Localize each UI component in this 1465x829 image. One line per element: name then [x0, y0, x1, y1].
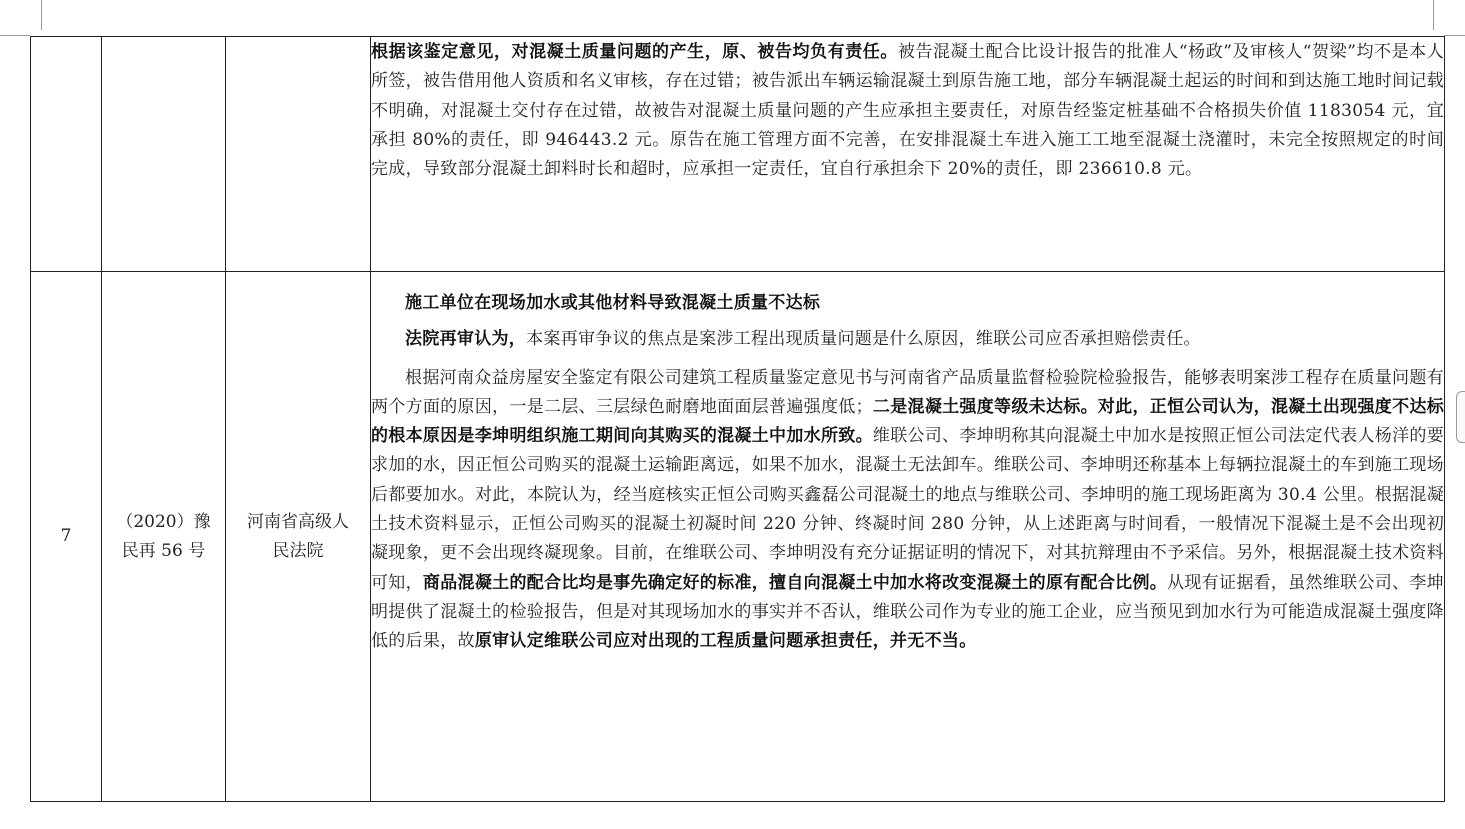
para1-text: 本案再审争议的焦点是案涉工程出现质量问题是什么原因，维联公司应否承担赔偿责任。: [526, 329, 1201, 350]
top-para-bold: 根据该鉴定意见，对混凝土质量问题的产生，原、被告均负有责任。: [371, 42, 898, 62]
case-heading-text: 施工单位在现场加水或其他材料导致混凝土质量不达标: [405, 293, 821, 313]
row-number: 7: [60, 526, 72, 546]
court-opinion-paragraph: [371, 325, 1444, 354]
para2-seg6: 原审认定维联公司应对出现的工程质量问题承担责任，并无不当。: [474, 631, 977, 652]
case-no-cell: [102, 37, 226, 272]
case-table: [30, 36, 1445, 802]
top-paragraph: [371, 38, 1444, 184]
court-cell: [226, 37, 371, 272]
para2-seg3: 维联公司、李坤明称其向混凝土中加水是按照正恒公司法定代表人杨洋的要求加的水，因正恒公司购买的混凝土运输距离远，如果不加水，混凝土无法卸车。维联公司、李坤明还称基本上每辆拉混凝土的车到施工现场后都要加水。对此，本院认为，经当庭核实正恒公司购买鑫磊公司混凝土的地点与维联公司、李坤明的施工现场距离为 30.4 公里。根据混凝土技术资料显示，正恒公司购买的混凝土初凝时间 220 分钟、终凝时间 280 分钟，从上述距离与时间看，一般情况下混凝土是不会出现初凝现象，更不会出现终凝现象。目前，在维联公司、李坤明没有充分证据证明的情况下，对其抗辩理由不予采信。另外，根据混凝土技术资料可知，: [371, 426, 1444, 593]
table-row: [31, 37, 1445, 272]
content-cell: [371, 37, 1445, 272]
case-no-cell: [102, 272, 226, 802]
side-scroll-handle[interactable]: [1456, 391, 1465, 443]
analysis-paragraph: [371, 364, 1444, 657]
court-cell: [226, 272, 371, 802]
top-para-text: 被告混凝土配合比设计报告的批准人“杨政”及审核人“贺梁”均不是本人所签，被告借用他人资质和名义审核，存在过错；被告派出车辆运输混凝土到原告施工地，部分车辆混凝土起运的时间和到达施工地时间记载不明确，对混凝土交付存在过错，故被告对混凝土质量问题的产生应承担主要责任，对原告经鉴定桩基础不合格损失价值 1183054 元，宜承担 80%的责任，即 946443.2 元。原告在施工管理方面不完善，在安排混凝土车进入施工工地至混凝土浇灌时，未完全按照规定的时间完成，导致部分混凝土卸料时长和超时，应承担一定责任，宜自行承担余下 20%的责任，即 236610.8 元。: [371, 42, 1444, 180]
row-number-cell: [31, 37, 102, 272]
crop-mark-left: [41, 0, 42, 30]
row-number-cell: [31, 272, 102, 802]
para2-seg4: 商品混凝土的配合比均是事先确定好的标准，擅自向混凝土中加水将改变混凝土的原有配合比例。: [422, 572, 1168, 593]
table-row: [31, 272, 1445, 802]
content-cell: [371, 272, 1445, 802]
para2-seg2: 二是混凝土强度等级未达标。对此，正恒公司认为，混凝土出现强度不达标的根本原因是李坤明组织施工期间向其购买的混凝土中加水所致。: [371, 396, 1445, 447]
crop-mark-right: [1433, 0, 1434, 30]
court-name: 河南省高级人民法院: [247, 511, 349, 561]
crop-mark-top-left: [0, 35, 30, 36]
crop-mark-top-right: [1444, 35, 1465, 36]
para2-seg5: 从现有证据看，虽然维联公司、李坤明提供了混凝土的检验报告，但是对其现场加水的事实并不否认，维联公司作为专业的施工企业，应当预见到加水行为可能造成混凝土强度降低的后果，故: [371, 572, 1444, 652]
case-heading: [371, 289, 1444, 318]
case-number: （2020）豫民再 56 号: [116, 511, 211, 561]
para1-bold: 法院再审认为，: [405, 329, 527, 350]
para2-seg1: 根据河南众益房屋安全鉴定有限公司建筑工程质量鉴定意见书与河南省产品质量监督检验院检验报告，能够表明案涉工程存在质量问题有两个方面的原因，一是二层、三层绿色耐磨地面面层普遍强度低；: [371, 367, 1444, 417]
